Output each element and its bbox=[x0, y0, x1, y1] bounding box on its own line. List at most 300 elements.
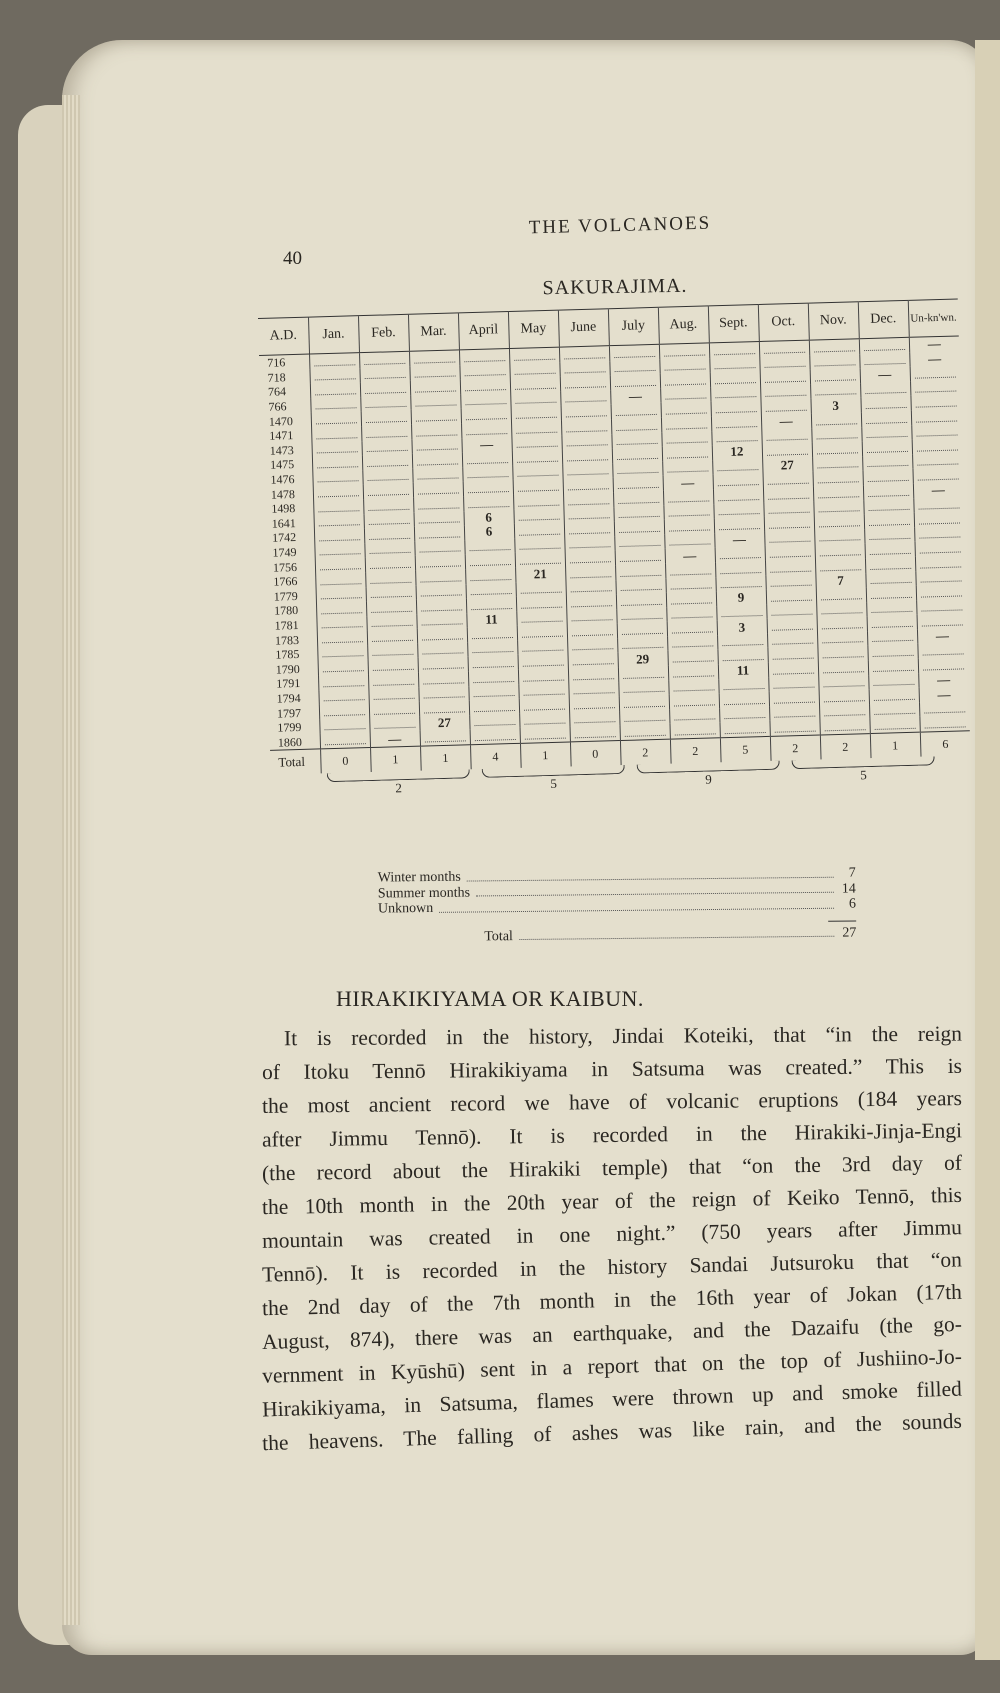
empty-cell bbox=[864, 513, 914, 529]
empty-cell bbox=[660, 387, 710, 403]
empty-cell bbox=[863, 498, 913, 514]
empty-cell bbox=[315, 557, 365, 573]
empty-cell bbox=[561, 419, 611, 435]
day-value: — bbox=[909, 351, 959, 367]
empty-cell bbox=[418, 671, 468, 687]
empty-cell bbox=[513, 493, 563, 509]
empty-cell bbox=[511, 406, 561, 422]
empty-cell bbox=[664, 533, 714, 549]
empty-cell bbox=[765, 545, 815, 561]
empty-cell bbox=[310, 382, 360, 398]
empty-cell bbox=[513, 508, 563, 524]
empty-cell bbox=[669, 708, 719, 724]
empty-cell bbox=[410, 394, 460, 410]
year-cell: 1790 bbox=[275, 661, 301, 677]
text-line: after Jimmu Tennō). It is recorded in the Hirakiki-Jinja-Engi bbox=[261, 1118, 963, 1152]
year-cell: 1799 bbox=[277, 720, 302, 735]
empty-cell bbox=[611, 432, 661, 448]
empty-cell bbox=[418, 657, 468, 673]
day-value: 29 bbox=[617, 651, 667, 667]
empty-cell bbox=[520, 727, 570, 743]
empty-cell bbox=[318, 689, 368, 705]
empty-cell bbox=[916, 584, 966, 600]
quarter-total: 9 bbox=[705, 771, 713, 787]
empty-cell bbox=[360, 381, 410, 397]
empty-cell bbox=[665, 562, 715, 578]
empty-cell bbox=[713, 488, 763, 504]
empty-cell bbox=[816, 587, 866, 603]
empty-cell bbox=[715, 561, 765, 577]
day-value: — bbox=[461, 437, 511, 453]
empty-cell bbox=[809, 339, 859, 355]
year-cell: 1473 bbox=[269, 442, 294, 458]
empty-cell bbox=[568, 653, 618, 669]
empty-cell bbox=[414, 540, 464, 556]
column-header: Nov. bbox=[808, 302, 859, 340]
empty-cell bbox=[609, 344, 659, 360]
empty-cell bbox=[661, 402, 711, 418]
text-line: the 2nd day of the 7th month in the 16th year of Jokan (17th bbox=[261, 1279, 963, 1321]
empty-cell bbox=[760, 384, 810, 400]
year-cell: 1749 bbox=[272, 545, 297, 560]
empty-cell bbox=[565, 550, 615, 566]
column-header: July bbox=[608, 307, 659, 345]
empty-cell bbox=[860, 396, 910, 412]
empty-cell bbox=[719, 707, 769, 723]
empty-cell bbox=[563, 492, 613, 508]
empty-cell bbox=[611, 403, 661, 419]
empty-cell bbox=[369, 702, 419, 718]
summary-value: 27 bbox=[842, 924, 857, 941]
empty-cell bbox=[360, 396, 410, 412]
empty-cell bbox=[460, 393, 510, 409]
empty-cell bbox=[617, 637, 667, 653]
empty-cell bbox=[561, 405, 611, 421]
year-cell: 1785 bbox=[275, 647, 300, 662]
month-total: 2 bbox=[620, 739, 671, 765]
empty-cell bbox=[666, 591, 716, 607]
day-value: — bbox=[919, 687, 969, 703]
empty-cell bbox=[813, 471, 863, 487]
empty-cell bbox=[765, 559, 815, 575]
summary-label: Summer months bbox=[377, 885, 471, 902]
empty-cell bbox=[415, 569, 465, 585]
empty-cell bbox=[512, 464, 562, 480]
empty-cell bbox=[460, 378, 510, 394]
year-cell: 1478 bbox=[270, 486, 296, 502]
empty-cell bbox=[414, 525, 464, 541]
empty-cell bbox=[311, 441, 361, 457]
empty-cell bbox=[763, 487, 813, 503]
column-header: Un-kn'wn. bbox=[908, 299, 959, 337]
empty-cell bbox=[459, 349, 509, 365]
empty-cell bbox=[911, 409, 961, 425]
empty-cell bbox=[815, 543, 865, 559]
empty-cell bbox=[568, 667, 618, 683]
empty-cell bbox=[366, 585, 416, 601]
empty-cell bbox=[359, 351, 409, 367]
empty-cell bbox=[859, 337, 909, 353]
empty-cell bbox=[317, 630, 367, 646]
empty-cell bbox=[415, 555, 465, 571]
empty-cell bbox=[413, 511, 463, 527]
column-header: Oct. bbox=[758, 303, 809, 341]
empty-cell bbox=[517, 625, 567, 641]
empty-cell bbox=[368, 658, 418, 674]
empty-cell bbox=[313, 499, 363, 515]
empty-cell bbox=[468, 670, 518, 686]
empty-cell bbox=[361, 439, 411, 455]
empty-cell bbox=[362, 454, 412, 470]
empty-cell bbox=[668, 679, 718, 695]
empty-cell bbox=[763, 501, 813, 517]
empty-cell bbox=[766, 603, 816, 619]
empty-cell bbox=[560, 375, 610, 391]
table-title: SAKURAJIMA. bbox=[542, 274, 688, 300]
empty-cell bbox=[361, 425, 411, 441]
year-cell: 1641 bbox=[271, 515, 296, 531]
day-value: 21 bbox=[515, 566, 565, 582]
year-cell: 718 bbox=[267, 370, 286, 385]
month-total: 4 bbox=[470, 743, 521, 769]
empty-cell bbox=[615, 549, 665, 565]
empty-cell bbox=[812, 441, 862, 457]
empty-cell bbox=[814, 514, 864, 530]
column-header: Dec. bbox=[858, 300, 909, 338]
empty-cell bbox=[468, 655, 518, 671]
empty-cell bbox=[620, 724, 670, 740]
year-cell: 1756 bbox=[272, 559, 298, 575]
empty-cell bbox=[813, 485, 863, 501]
empty-cell bbox=[915, 541, 965, 557]
quarter-group bbox=[786, 756, 942, 785]
empty-cell bbox=[717, 634, 767, 650]
empty-cell bbox=[713, 502, 763, 518]
empty-cell bbox=[459, 364, 509, 380]
empty-cell bbox=[319, 703, 369, 719]
page-edges bbox=[62, 95, 80, 1625]
empty-cell bbox=[865, 557, 915, 573]
empty-cell bbox=[562, 463, 612, 479]
text-line: vernment in Kyūshū) sent in a report that on the top of Jushiino-Jo- bbox=[261, 1344, 963, 1388]
empty-cell bbox=[516, 610, 566, 626]
empty-cell bbox=[311, 412, 361, 428]
year-cell: 1471 bbox=[269, 428, 294, 443]
empty-cell bbox=[411, 409, 461, 425]
text-line: (the record about the Hirakiki temple) that “on the 3rd day of bbox=[261, 1150, 963, 1186]
empty-cell bbox=[615, 564, 665, 580]
empty-cell bbox=[862, 455, 912, 471]
empty-cell bbox=[768, 662, 818, 678]
empty-cell bbox=[617, 622, 667, 638]
empty-cell bbox=[417, 628, 467, 644]
empty-cell bbox=[663, 489, 713, 505]
empty-cell bbox=[466, 597, 516, 613]
empty-cell bbox=[518, 669, 568, 685]
body-paragraph bbox=[261, 1020, 963, 1456]
empty-cell bbox=[463, 480, 513, 496]
column-header: A.D. bbox=[258, 317, 309, 355]
empty-cell bbox=[817, 631, 867, 647]
empty-cell bbox=[514, 523, 564, 539]
empty-cell bbox=[312, 455, 362, 471]
empty-cell bbox=[315, 572, 365, 588]
empty-cell bbox=[614, 534, 664, 550]
empty-cell bbox=[411, 423, 461, 439]
empty-cell bbox=[910, 366, 960, 382]
empty-cell bbox=[819, 719, 869, 735]
empty-cell bbox=[618, 666, 668, 682]
year-cell: 1779 bbox=[273, 588, 298, 604]
text-line: mountain was created in one night.” (750 years after Jimmu bbox=[261, 1215, 963, 1253]
empty-cell bbox=[311, 426, 361, 442]
empty-cell bbox=[564, 536, 614, 552]
empty-cell bbox=[666, 606, 716, 622]
empty-cell bbox=[570, 726, 620, 742]
empty-cell bbox=[659, 343, 709, 359]
empty-cell bbox=[319, 718, 369, 734]
empty-cell bbox=[818, 660, 868, 676]
quarter-total: 5 bbox=[550, 775, 558, 792]
empty-cell bbox=[567, 638, 617, 654]
empty-cell bbox=[367, 629, 417, 645]
empty-cell bbox=[810, 368, 860, 384]
empty-cell bbox=[866, 600, 916, 616]
empty-cell bbox=[811, 427, 861, 443]
empty-cell bbox=[818, 675, 868, 691]
summary-label: Unknown bbox=[377, 900, 434, 917]
empty-cell bbox=[660, 373, 710, 389]
empty-cell bbox=[862, 440, 912, 456]
year-cell: 1470 bbox=[268, 413, 294, 429]
empty-cell bbox=[613, 476, 663, 492]
day-value: — bbox=[714, 532, 764, 548]
empty-cell bbox=[817, 616, 867, 632]
empty-cell bbox=[462, 466, 512, 482]
empty-cell bbox=[812, 456, 862, 472]
empty-cell bbox=[514, 537, 564, 553]
empty-cell bbox=[561, 434, 611, 450]
empty-cell bbox=[811, 412, 861, 428]
quarter-total: 2 bbox=[395, 780, 403, 796]
empty-cell bbox=[365, 556, 415, 572]
empty-cell bbox=[519, 712, 569, 728]
empty-cell bbox=[667, 635, 717, 651]
empty-cell bbox=[613, 491, 663, 507]
empty-cell bbox=[769, 705, 819, 721]
empty-cell bbox=[512, 450, 562, 466]
empty-cell bbox=[468, 685, 518, 701]
empty-cell bbox=[612, 462, 662, 478]
empty-cell bbox=[461, 422, 511, 438]
empty-cell bbox=[867, 630, 917, 646]
column-header: Sept. bbox=[708, 305, 759, 343]
text-line: the 10th month in the 20th year of the reign of Keiko Tennō, this bbox=[261, 1182, 963, 1220]
empty-cell bbox=[865, 571, 915, 587]
empty-cell bbox=[917, 643, 967, 659]
year-cell: 1860 bbox=[277, 734, 303, 750]
summary-label: Winter months bbox=[377, 869, 461, 886]
month-total: 1 bbox=[420, 745, 471, 771]
empty-cell bbox=[359, 366, 409, 382]
summary-value: 7 bbox=[848, 865, 856, 881]
empty-cell bbox=[361, 410, 411, 426]
empty-cell bbox=[810, 383, 860, 399]
empty-cell bbox=[519, 698, 569, 714]
empty-cell bbox=[860, 382, 910, 398]
text-line: of Itoku Tennō Hirakikiyama in Satsuma was created.” This is bbox=[261, 1053, 963, 1085]
empty-cell bbox=[715, 546, 765, 562]
empty-cell bbox=[565, 580, 615, 596]
empty-cell bbox=[816, 602, 866, 618]
empty-cell bbox=[366, 600, 416, 616]
empty-cell bbox=[362, 469, 412, 485]
empty-cell bbox=[559, 346, 609, 362]
empty-cell bbox=[560, 390, 610, 406]
empty-cell bbox=[312, 470, 362, 486]
empty-cell bbox=[469, 699, 519, 715]
empty-cell bbox=[616, 593, 666, 609]
empty-cell bbox=[668, 664, 718, 680]
empty-cell bbox=[314, 543, 364, 559]
empty-cell bbox=[867, 644, 917, 660]
year-cell: 1780 bbox=[273, 603, 299, 619]
empty-cell bbox=[367, 644, 417, 660]
empty-cell bbox=[910, 395, 960, 411]
empty-cell bbox=[516, 596, 566, 612]
empty-cell bbox=[466, 582, 516, 598]
empty-cell bbox=[667, 621, 717, 637]
empty-cell bbox=[409, 365, 459, 381]
empty-cell bbox=[919, 716, 969, 732]
empty-cell bbox=[619, 695, 669, 711]
empty-cell bbox=[866, 586, 916, 602]
column-header: Aug. bbox=[658, 306, 709, 344]
empty-cell bbox=[364, 527, 414, 543]
empty-cell bbox=[569, 711, 619, 727]
empty-cell bbox=[767, 618, 817, 634]
empty-cell bbox=[465, 568, 515, 584]
year-cell: 1476 bbox=[270, 472, 295, 487]
empty-cell bbox=[511, 435, 561, 451]
month-total: 1 bbox=[520, 742, 571, 768]
column-header: Jan. bbox=[308, 316, 359, 354]
empty-cell bbox=[467, 626, 517, 642]
empty-cell bbox=[416, 584, 466, 600]
empty-cell bbox=[869, 688, 919, 704]
empty-cell bbox=[616, 607, 666, 623]
empty-cell bbox=[869, 703, 919, 719]
empty-cell bbox=[412, 453, 462, 469]
empty-cell bbox=[662, 446, 712, 462]
empty-cell bbox=[664, 518, 714, 534]
empty-cell bbox=[916, 599, 966, 615]
column-header: Feb. bbox=[358, 314, 409, 352]
empty-cell bbox=[566, 594, 616, 610]
empty-cell bbox=[719, 721, 769, 737]
empty-cell bbox=[510, 377, 560, 393]
empty-cell bbox=[911, 424, 961, 440]
empty-cell bbox=[416, 613, 466, 629]
day-value: 12 bbox=[712, 444, 762, 460]
day-value: — bbox=[913, 482, 963, 498]
year-cell: 716 bbox=[267, 355, 286, 371]
empty-cell bbox=[867, 615, 917, 631]
empty-cell bbox=[309, 353, 359, 369]
empty-cell bbox=[710, 371, 760, 387]
empty-cell bbox=[710, 386, 760, 402]
empty-cell bbox=[314, 528, 364, 544]
running-head: THE VOLCANOES bbox=[528, 212, 712, 239]
empty-cell bbox=[659, 358, 709, 374]
day-value: — bbox=[918, 672, 968, 688]
empty-cell bbox=[559, 361, 609, 377]
empty-cell bbox=[509, 347, 559, 363]
empty-cell bbox=[719, 692, 769, 708]
empty-cell bbox=[366, 614, 416, 630]
empty-cell bbox=[313, 484, 363, 500]
empty-cell bbox=[517, 639, 567, 655]
empty-cell bbox=[316, 587, 366, 603]
day-value: 11 bbox=[466, 612, 516, 628]
text-line: Tennō). It is recorded in the history Sandai Jutsuroku that “on bbox=[261, 1247, 963, 1287]
month-total: 5 bbox=[720, 736, 771, 762]
year-cell: 1766 bbox=[273, 574, 298, 589]
empty-cell bbox=[462, 451, 512, 467]
empty-cell bbox=[868, 659, 918, 675]
column-header: June bbox=[558, 309, 609, 347]
empty-cell bbox=[317, 645, 367, 661]
text-line: the heavens. The falling of ashes was like rain, and the sounds bbox=[261, 1408, 963, 1456]
day-value: — bbox=[761, 414, 811, 430]
empty-cell bbox=[612, 447, 662, 463]
empty-cell bbox=[914, 526, 964, 542]
summary-rule bbox=[828, 920, 856, 921]
quarter-total: 5 bbox=[860, 767, 867, 783]
quarter-group bbox=[631, 760, 787, 789]
empty-cell bbox=[518, 683, 568, 699]
empty-cell bbox=[510, 391, 560, 407]
empty-cell bbox=[814, 529, 864, 545]
empty-cell bbox=[363, 498, 413, 514]
empty-cell bbox=[568, 682, 618, 698]
empty-cell bbox=[712, 459, 762, 475]
empty-cell bbox=[716, 605, 766, 621]
empty-cell bbox=[667, 650, 717, 666]
empty-cell bbox=[368, 687, 418, 703]
empty-cell bbox=[565, 565, 615, 581]
empty-cell bbox=[469, 714, 519, 730]
empty-cell bbox=[609, 359, 659, 375]
empty-cell bbox=[413, 496, 463, 512]
empty-cell bbox=[363, 483, 413, 499]
day-value: 27 bbox=[762, 457, 812, 473]
eruption-table bbox=[258, 298, 971, 799]
empty-cell bbox=[769, 691, 819, 707]
empty-cell bbox=[709, 342, 759, 358]
empty-cell bbox=[864, 527, 914, 543]
day-value: 3 bbox=[810, 398, 860, 414]
year-cell: 1742 bbox=[271, 530, 297, 546]
empty-cell bbox=[763, 472, 813, 488]
empty-cell bbox=[463, 495, 513, 511]
empty-cell bbox=[768, 676, 818, 692]
empty-cell bbox=[817, 646, 867, 662]
page-number: 40 bbox=[283, 248, 302, 269]
empty-cell bbox=[417, 642, 467, 658]
year-cell: 764 bbox=[267, 384, 287, 400]
empty-cell bbox=[915, 555, 965, 571]
